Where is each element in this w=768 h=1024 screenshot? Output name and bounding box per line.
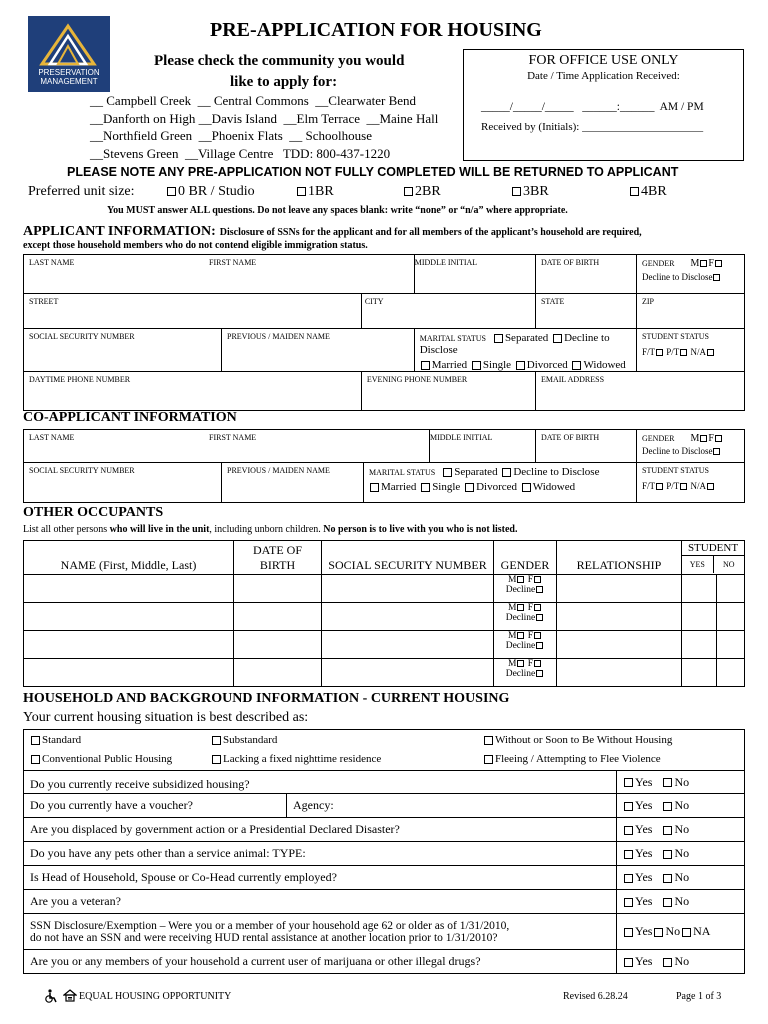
checkbox-icon[interactable]	[624, 928, 633, 937]
co-student-options: F/T P/T N/A	[637, 475, 744, 491]
occupant-name-cell[interactable]	[24, 575, 234, 603]
company-logo	[28, 16, 110, 92]
checkbox-icon[interactable]	[421, 361, 430, 370]
q-pets-answer[interactable]: Yes No	[617, 842, 745, 866]
checkbox-icon[interactable]	[536, 614, 543, 621]
co-prev-name-label: PREVIOUS / MAIDEN NAME	[227, 466, 330, 475]
gender-label: GENDER M F	[637, 255, 744, 269]
revision-label: Revised 6.28.24	[563, 991, 628, 1002]
applicant-disclosure-2: except those household members who do not contend eligible immigration status.	[23, 240, 368, 251]
occupant-gender-cell: M F Decline	[494, 603, 557, 631]
co-last-first-name-cell[interactable]	[24, 430, 430, 463]
unit-0br-option[interactable]: 0 BR / Studio	[165, 184, 255, 200]
q-subsidized: Do you currently receive subsidized housing?	[24, 771, 617, 794]
occupant-student-yes-cell[interactable]	[682, 603, 717, 631]
zip-label: ZIP	[642, 297, 654, 306]
must-answer-text: You MUST answer ALL questions. Do not leave any spaces blank: write “none” or “n/a” where appropriate.	[107, 205, 568, 216]
student-options: F/T P/T N/A	[637, 341, 744, 357]
co-gender-cell	[637, 430, 745, 463]
col-ssn-header: SOCIAL SECURITY NUMBER	[322, 541, 494, 575]
page-number: Page 1 of 3	[676, 991, 722, 1002]
zip-cell[interactable]	[637, 294, 745, 329]
q-pets[interactable]: Do you have any pets other than a service animal: TYPE:	[24, 842, 617, 866]
occupant-dob-cell[interactable]	[234, 659, 322, 687]
day-phone-cell[interactable]	[24, 372, 362, 411]
checkbox-icon[interactable]	[630, 187, 639, 196]
checkbox-icon[interactable]	[715, 260, 722, 267]
logo-line-1: PRESERVATION	[38, 68, 100, 77]
checkbox-icon[interactable]	[680, 483, 687, 490]
co-gender-label: GENDER M F	[637, 430, 744, 444]
household-subtitle: Your current housing situation is best described as:	[23, 710, 309, 725]
last-name-label: LAST NAME	[29, 258, 75, 267]
applicant-table	[23, 254, 745, 411]
dob-label: DATE OF BIRTH	[541, 258, 600, 267]
occupant-student-no-cell[interactable]	[717, 575, 745, 603]
q-ssn-exemption: SSN Disclosure/Exemption – Were you or a member of your household age 62 or older as of 1/31/2010, do not have an SSN and were receiving HUD rental assistance at another location prior to 1/31/2010?	[24, 914, 617, 950]
co-last-name-label: LAST NAME	[29, 433, 75, 442]
occupant-dob-cell[interactable]	[234, 603, 322, 631]
checkbox-icon[interactable]	[297, 187, 306, 196]
checkbox-icon[interactable]	[624, 826, 633, 835]
gender-decline[interactable]: Decline to Disclose	[637, 269, 744, 282]
checkbox-icon[interactable]	[517, 660, 524, 667]
state-cell[interactable]	[535, 294, 636, 329]
checkbox-icon[interactable]	[707, 349, 714, 356]
checkbox-icon[interactable]	[553, 334, 562, 343]
occupant-student-yes-cell[interactable]	[682, 631, 717, 659]
without-housing-option[interactable]: Without or Soon to Be Without Housing	[482, 734, 672, 746]
state-label: STATE	[540, 297, 565, 306]
first-name-label: FIRST NAME	[209, 258, 257, 267]
occupant-ssn-cell[interactable]	[322, 603, 494, 631]
q-ssn-exemption-answer[interactable]: Yes No NA	[617, 914, 745, 950]
fleeing-violence-option[interactable]: Fleeing / Attempting to Flee Violence	[482, 753, 661, 765]
prev-name-cell[interactable]	[222, 329, 415, 372]
checkbox-icon[interactable]	[472, 361, 481, 370]
co-middle-initial-cell[interactable]	[430, 430, 536, 463]
co-marital-row-2: Married Single Divorced Widowed	[364, 478, 636, 493]
checkbox-icon[interactable]	[517, 632, 524, 639]
page-title: PRE-APPLICATION FOR HOUSING	[210, 19, 542, 41]
co-marital-row-1: MARITAL STATUS Separated Decline to Disclose	[369, 466, 600, 478]
community-heading-1: Please check the community you would	[154, 53, 405, 69]
col-relationship-header: RELATIONSHIP	[557, 541, 682, 575]
equal-housing-icon	[63, 989, 77, 1002]
co-dob-cell[interactable]	[536, 430, 637, 463]
substandard-option[interactable]: Substandard	[210, 734, 277, 746]
q-voucher: Do you currently have a voucher?	[24, 794, 287, 818]
office-use-box	[463, 49, 744, 161]
checkbox-icon[interactable]	[700, 260, 707, 267]
checkbox-icon[interactable]	[624, 898, 633, 907]
unit-4br-option[interactable]: 4BR	[628, 184, 667, 200]
occupant-ssn-cell[interactable]	[322, 631, 494, 659]
middle-initial-cell[interactable]	[414, 255, 535, 294]
eve-phone-label: EVENING PHONE NUMBER	[366, 375, 468, 384]
notice-text: PLEASE NOTE ANY PRE-APPLICATION NOT FULLY COMPLETED WILL BE RETURNED TO APPLICANT	[67, 165, 679, 179]
eho-label: EQUAL HOUSING OPPORTUNITY	[79, 991, 232, 1002]
occupant-name-cell[interactable]	[24, 603, 234, 631]
checkbox-icon[interactable]	[663, 778, 672, 787]
occupant-relationship-cell[interactable]	[557, 631, 682, 659]
checkbox-icon[interactable]	[534, 576, 541, 583]
public-housing-option[interactable]: Conventional Public Housing	[29, 753, 172, 765]
checkbox-icon[interactable]	[663, 850, 672, 859]
col-student-header: STUDENT YES NO	[682, 541, 745, 575]
checkbox-icon[interactable]	[663, 802, 672, 811]
student-cell	[637, 329, 745, 372]
checkbox-icon[interactable]	[512, 187, 521, 196]
occupant-relationship-cell[interactable]	[557, 659, 682, 687]
checkbox-icon[interactable]	[656, 483, 663, 490]
checkbox-icon[interactable]	[404, 187, 413, 196]
city-label: CITY	[364, 297, 384, 306]
checkbox-icon[interactable]	[534, 660, 541, 667]
q-veteran-answer[interactable]: Yes No	[617, 890, 745, 914]
occupant-dob-cell[interactable]	[234, 575, 322, 603]
q-voucher-answer[interactable]: Yes No	[617, 794, 745, 818]
q-displaced: Are you displaced by government action or a Presidential Declared Disaster?	[24, 818, 617, 842]
checkbox-icon[interactable]	[31, 755, 40, 764]
coapplicant-title: CO-APPLICANT INFORMATION	[23, 410, 237, 425]
unit-1br-option[interactable]: 1BR	[295, 184, 334, 200]
community-options-4[interactable]: __Stevens Green __Village Centre TDD: 800-437-1220	[90, 146, 391, 161]
occupant-gender-cell: M F Decline	[494, 659, 557, 687]
checkbox-icon[interactable]	[707, 483, 714, 490]
checkbox-icon[interactable]	[212, 755, 221, 764]
occupant-relationship-cell[interactable]	[557, 575, 682, 603]
checkbox-icon[interactable]	[212, 736, 221, 745]
housing-situation-cell	[24, 730, 745, 771]
checkbox-icon[interactable]	[484, 736, 493, 745]
occupant-dob-cell[interactable]	[234, 631, 322, 659]
city-cell[interactable]	[361, 294, 535, 329]
household-title: HOUSEHOLD AND BACKGROUND INFORMATION - CURRENT HOUSING	[23, 691, 510, 706]
agency-field[interactable]: Agency:	[287, 794, 617, 818]
occupant-row[interactable]	[24, 631, 745, 659]
applicant-header	[23, 222, 753, 240]
office-date-line[interactable]: _____/_____/_____ ______:______ AM / PM	[481, 101, 704, 113]
unit-3br-option[interactable]: 3BR	[510, 184, 549, 200]
community-options-3[interactable]: __Northfield Green __Phoenix Flats __ Schoolhouse	[90, 128, 372, 143]
checkbox-icon[interactable]	[624, 958, 633, 967]
student-label: STUDENT STATUS	[642, 332, 709, 341]
checkbox-icon[interactable]	[536, 670, 543, 677]
lacking-residence-option[interactable]: Lacking a fixed nighttime residence	[210, 753, 381, 765]
checkbox-icon[interactable]	[680, 349, 687, 356]
occupant-name-cell[interactable]	[24, 631, 234, 659]
middle-initial-label: MIDDLE INITIAL	[414, 258, 478, 267]
community-options-1[interactable]: __ Campbell Creek __ Central Commons __Clearwater Bend	[90, 93, 417, 108]
day-phone-label: DAYTIME PHONE NUMBER	[29, 375, 131, 384]
household-table	[23, 729, 745, 974]
occupants-table	[23, 540, 745, 687]
unit-size-label: Preferred unit size:	[28, 184, 135, 199]
co-student-label: STUDENT STATUS	[642, 466, 709, 475]
checkbox-icon[interactable]	[663, 898, 672, 907]
checkbox-icon[interactable]	[536, 642, 543, 649]
occupant-ssn-cell[interactable]	[322, 575, 494, 603]
checkbox-icon[interactable]	[465, 483, 474, 492]
community-heading-2: like to apply for:	[230, 74, 338, 90]
co-first-name-label: FIRST NAME	[209, 433, 257, 442]
occupant-row[interactable]	[24, 659, 745, 687]
checkbox-icon[interactable]	[624, 778, 633, 787]
street-label: STREET	[29, 297, 59, 306]
coapplicant-table	[23, 429, 745, 503]
applicant-disclosure-1: Disclosure of SSNs for the applicant and for all members of the applicant’s household are required,	[219, 227, 642, 238]
q-drugs: Are you or any members of your household a current user of marijuana or other illegal drugs?	[24, 950, 617, 974]
checkbox-icon[interactable]	[700, 435, 707, 442]
co-middle-initial-label: MIDDLE INITIAL	[430, 433, 493, 442]
co-ssn-cell[interactable]	[24, 463, 222, 503]
checkbox-icon[interactable]	[624, 802, 633, 811]
checkbox-icon[interactable]	[682, 928, 691, 937]
checkbox-icon[interactable]	[534, 604, 541, 611]
wheelchair-icon	[43, 989, 59, 1003]
co-gender-decline[interactable]: Decline to Disclose	[637, 444, 744, 456]
q-displaced-answer[interactable]: Yes No	[617, 818, 745, 842]
office-received-label[interactable]: Received by (Initials): ______________________	[481, 121, 704, 133]
ssn-cell[interactable]	[24, 329, 222, 372]
office-date-label: Date / Time Application Received:	[527, 70, 680, 82]
checkbox-icon[interactable]	[534, 632, 541, 639]
last-first-name-cell[interactable]	[24, 255, 415, 294]
logo-line-2: MANAGEMENT	[40, 77, 98, 86]
checkbox-icon[interactable]	[713, 274, 720, 281]
checkbox-icon[interactable]	[494, 334, 503, 343]
checkbox-icon[interactable]	[502, 468, 511, 477]
q-employed: Is Head of Household, Spouse or Co-Head currently employed?	[24, 866, 617, 890]
checkbox-icon[interactable]	[31, 736, 40, 745]
occupant-row[interactable]	[24, 603, 745, 631]
checkbox-icon[interactable]	[663, 874, 672, 883]
co-prev-name-cell[interactable]	[222, 463, 364, 503]
checkbox-icon[interactable]	[656, 349, 663, 356]
gender-cell	[637, 255, 745, 294]
checkbox-icon[interactable]	[624, 874, 633, 883]
occupants-note: List all other persons who will live in the unit, including unborn children. No person is to live with you who is not listed.	[23, 524, 518, 535]
prev-name-label: PREVIOUS / MAIDEN NAME	[227, 332, 330, 341]
marital-row-1: MARITAL STATUS Separated Decline to Disclose	[419, 332, 610, 356]
ssn-label: SOCIAL SECURITY NUMBER	[29, 332, 135, 341]
checkbox-icon[interactable]	[624, 850, 633, 859]
occupant-student-no-cell[interactable]	[717, 631, 745, 659]
occupant-name-cell[interactable]	[24, 659, 234, 687]
dob-cell[interactable]	[536, 255, 637, 294]
occupant-student-no-cell[interactable]	[717, 603, 745, 631]
col-gender-header: GENDER	[494, 541, 557, 575]
occupants-title: OTHER OCCUPANTS	[23, 505, 164, 520]
checkbox-icon[interactable]	[421, 483, 430, 492]
checkbox-icon[interactable]	[663, 826, 672, 835]
co-dob-label: DATE OF BIRTH	[541, 433, 600, 442]
checkbox-icon[interactable]	[370, 483, 379, 492]
checkbox-icon[interactable]	[572, 361, 581, 370]
unit-size-row	[28, 184, 748, 202]
occupant-student-yes-cell[interactable]	[682, 575, 717, 603]
street-cell[interactable]	[24, 294, 362, 329]
occupant-relationship-cell[interactable]	[557, 603, 682, 631]
co-student-cell	[637, 463, 745, 503]
occupant-gender-cell: M F Decline	[494, 631, 557, 659]
checkbox-icon[interactable]	[443, 468, 452, 477]
email-cell[interactable]	[535, 372, 744, 411]
office-use-title: FOR OFFICE USE ONLY	[528, 53, 679, 68]
checkbox-icon[interactable]	[715, 435, 722, 442]
q-veteran: Are you a veteran?	[24, 890, 617, 914]
checkbox-icon[interactable]	[713, 448, 720, 455]
checkbox-icon[interactable]	[536, 586, 543, 593]
occupant-ssn-cell[interactable]	[322, 659, 494, 687]
checkbox-icon[interactable]	[522, 483, 531, 492]
eve-phone-cell[interactable]	[361, 372, 535, 411]
marital-row-2: Married Single Divorced Widowed	[415, 356, 636, 371]
applicant-title: APPLICANT INFORMATION:	[23, 224, 216, 239]
occupant-student-no-cell[interactable]	[717, 659, 745, 687]
checkbox-icon[interactable]	[484, 755, 493, 764]
col-dob-header: DATE OF BIRTH	[234, 541, 322, 575]
unit-2br-option[interactable]: 2BR	[402, 184, 441, 200]
checkbox-icon[interactable]	[663, 958, 672, 967]
q-employed-answer[interactable]: Yes No	[617, 866, 745, 890]
q-subsidized-answer[interactable]: Yes No	[617, 771, 745, 794]
occupant-gender-cell: M F Decline	[494, 575, 557, 603]
email-label: EMAIL ADDRESS	[540, 375, 605, 384]
marital-cell	[414, 329, 636, 372]
community-options-2[interactable]: __Danforth on High __Davis Island __Elm Terrace __Maine Hall	[90, 111, 439, 126]
checkbox-icon[interactable]	[167, 187, 176, 196]
checkbox-icon[interactable]	[517, 604, 524, 611]
checkbox-icon[interactable]	[654, 928, 663, 937]
occupant-student-yes-cell[interactable]	[682, 659, 717, 687]
standard-option[interactable]: Standard	[29, 734, 81, 746]
co-ssn-label: SOCIAL SECURITY NUMBER	[29, 466, 135, 475]
q-drugs-answer[interactable]: Yes No	[617, 950, 745, 974]
co-marital-cell	[364, 463, 637, 503]
footer	[43, 991, 743, 1009]
logo-mark-icon	[28, 18, 110, 68]
checkbox-icon[interactable]	[517, 576, 524, 583]
occupant-row[interactable]	[24, 575, 745, 603]
col-name-header: NAME (First, Middle, Last)	[24, 541, 234, 575]
checkbox-icon[interactable]	[516, 361, 525, 370]
